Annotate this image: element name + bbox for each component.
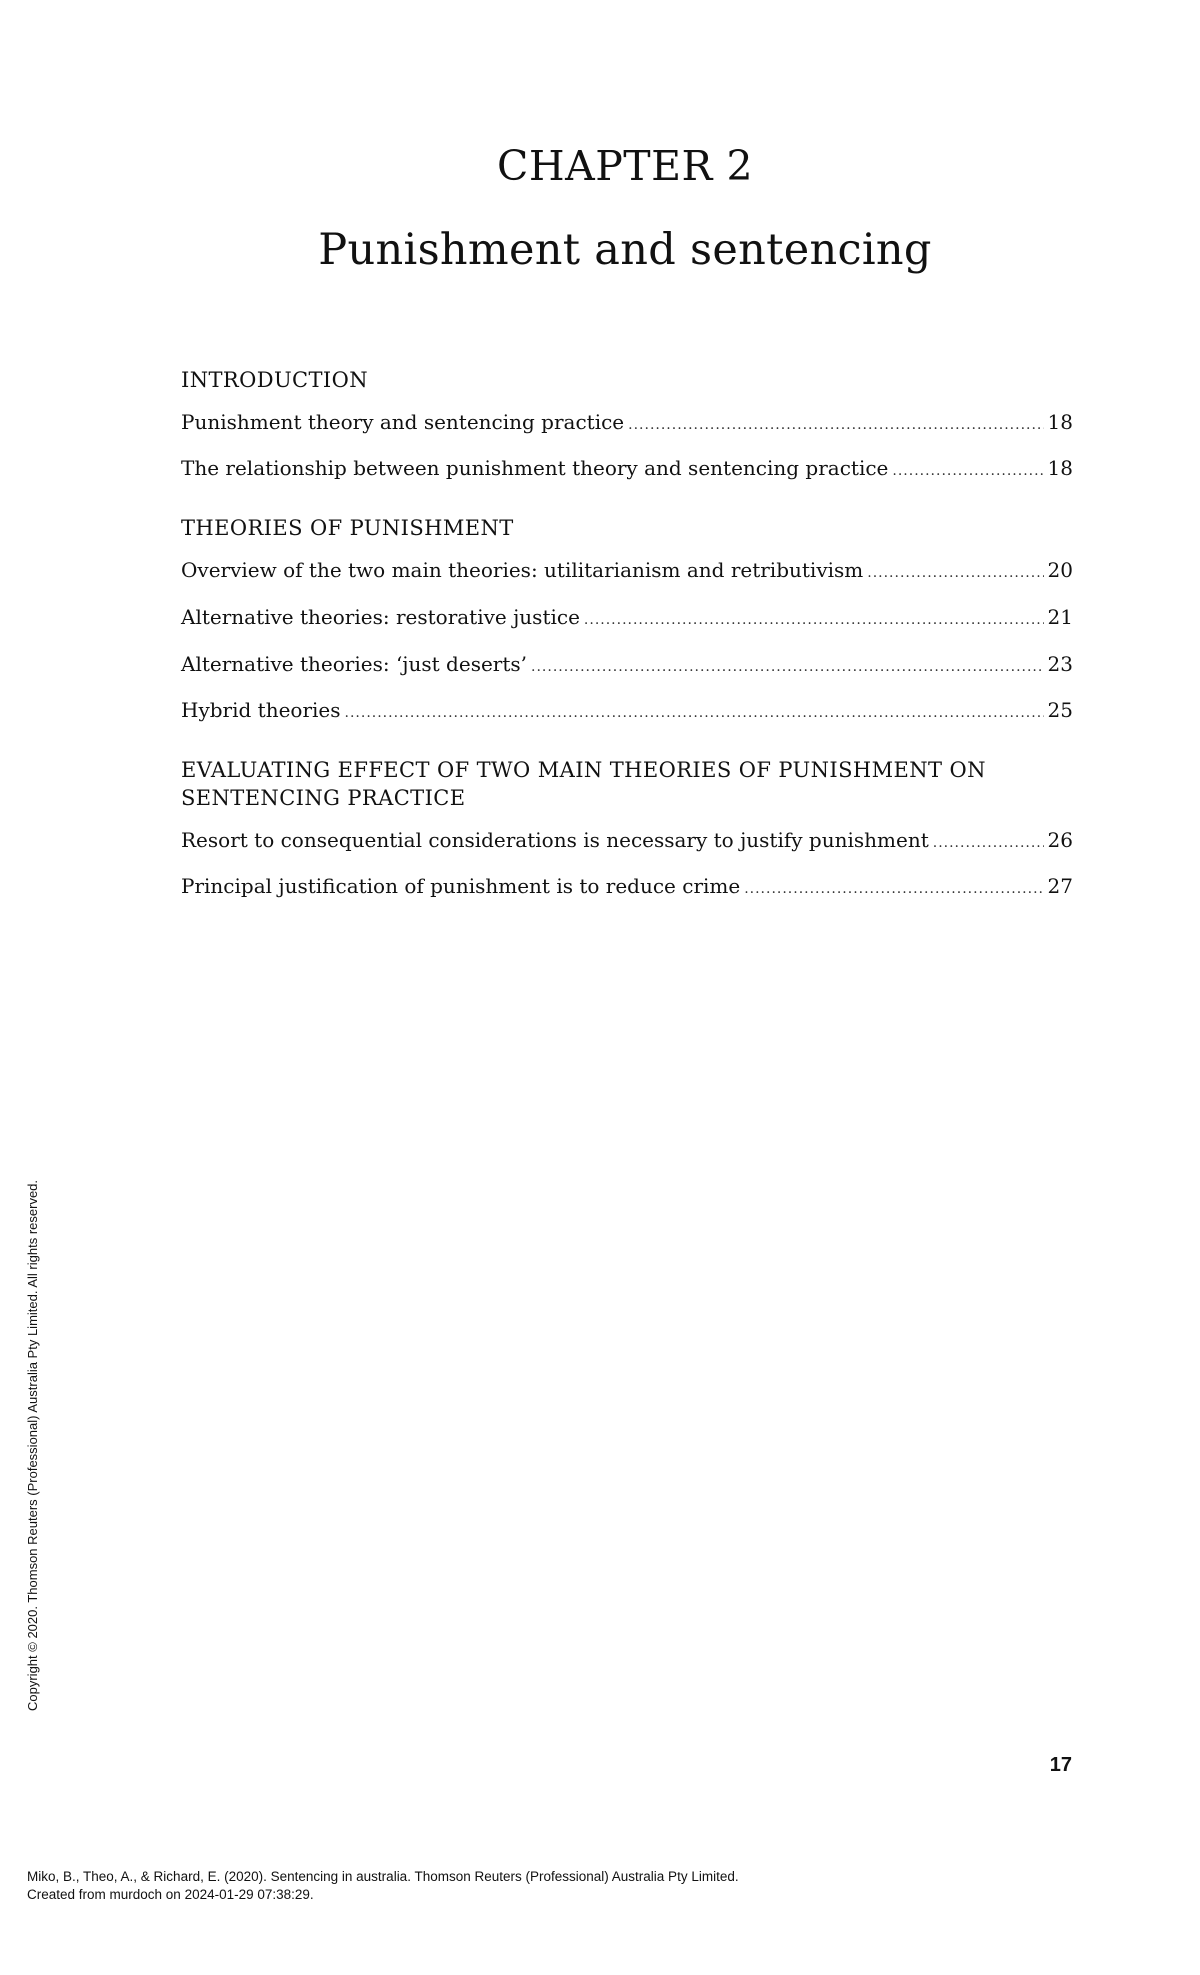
section-heading-theories: THEORIES OF PUNISHMENT: [181, 516, 514, 540]
dot-leader: [892, 458, 1043, 484]
toc-page-number: 21: [1047, 605, 1073, 629]
page-number: 17: [1049, 1754, 1072, 1776]
dot-leader: [531, 654, 1044, 680]
section-heading-evaluating: [181, 756, 1073, 812]
toc-entry[interactable]: [181, 651, 1073, 680]
toc-entry[interactable]: [181, 455, 1073, 484]
chapter-label: CHAPTER 2: [496, 142, 754, 190]
dot-leader: [345, 700, 1044, 726]
toc-page-number: 20: [1047, 558, 1073, 582]
toc-entry[interactable]: [181, 604, 1073, 633]
section-heading-line: SENTENCING PRACTICE: [181, 786, 466, 810]
toc-page-number: 18: [1047, 410, 1073, 434]
section-heading-line: EVALUATING EFFECT OF TWO MAIN THEORIES OF PUNISHMENT ON: [181, 758, 986, 782]
side-copyright-notice: Copyright © 2020. Thomson Reuters (Professional) Australia Pty Limited. All rights reserved.: [25, 1179, 40, 1711]
dot-leader: [584, 607, 1044, 633]
toc-page-number: 25: [1047, 698, 1073, 722]
toc-entry[interactable]: [181, 557, 1073, 586]
dot-leader: [744, 876, 1043, 902]
toc-entry-text: Punishment theory and sentencing practice: [181, 410, 625, 434]
toc-entry[interactable]: [181, 409, 1073, 438]
toc-page-number: 27: [1047, 874, 1073, 898]
toc-entry-text: Alternative theories: ‘just deserts’: [181, 652, 528, 676]
dot-leader: [933, 830, 1044, 856]
table-of-contents: [181, 366, 1073, 902]
toc-page-number: 18: [1047, 456, 1073, 480]
citation-footer: [27, 1868, 739, 1904]
toc-entry-text: Resort to consequential considerations is necessary to justify punishment: [181, 828, 929, 852]
toc-page-number: 26: [1047, 828, 1073, 852]
toc-entry[interactable]: [181, 873, 1073, 902]
section-heading-introduction: INTRODUCTION: [181, 368, 369, 392]
toc-entry[interactable]: [181, 827, 1073, 856]
toc-page-number: 23: [1047, 652, 1073, 676]
dot-leader: [628, 412, 1043, 438]
toc-entry-text: Overview of the two main theories: utilitarianism and retributivism: [181, 558, 864, 582]
citation-created-line: Created from murdoch on 2024-01-29 07:38:29.: [27, 1887, 314, 1902]
toc-entry-text: Principal justification of punishment is to reduce crime: [181, 874, 741, 898]
toc-entry-text: Alternative theories: restorative justice: [181, 605, 580, 629]
dot-leader: [867, 560, 1043, 586]
toc-entry[interactable]: [181, 697, 1073, 726]
toc-entry-text: The relationship between punishment theory and sentencing practice: [181, 456, 889, 480]
chapter-title: Punishment and sentencing: [318, 225, 932, 275]
toc-entry-text: Hybrid theories: [181, 698, 341, 722]
citation-line: Miko, B., Theo, A., & Richard, E. (2020). Sentencing in australia. Thomson Reuters (Professional) Australia Pty Limited.: [27, 1869, 739, 1884]
